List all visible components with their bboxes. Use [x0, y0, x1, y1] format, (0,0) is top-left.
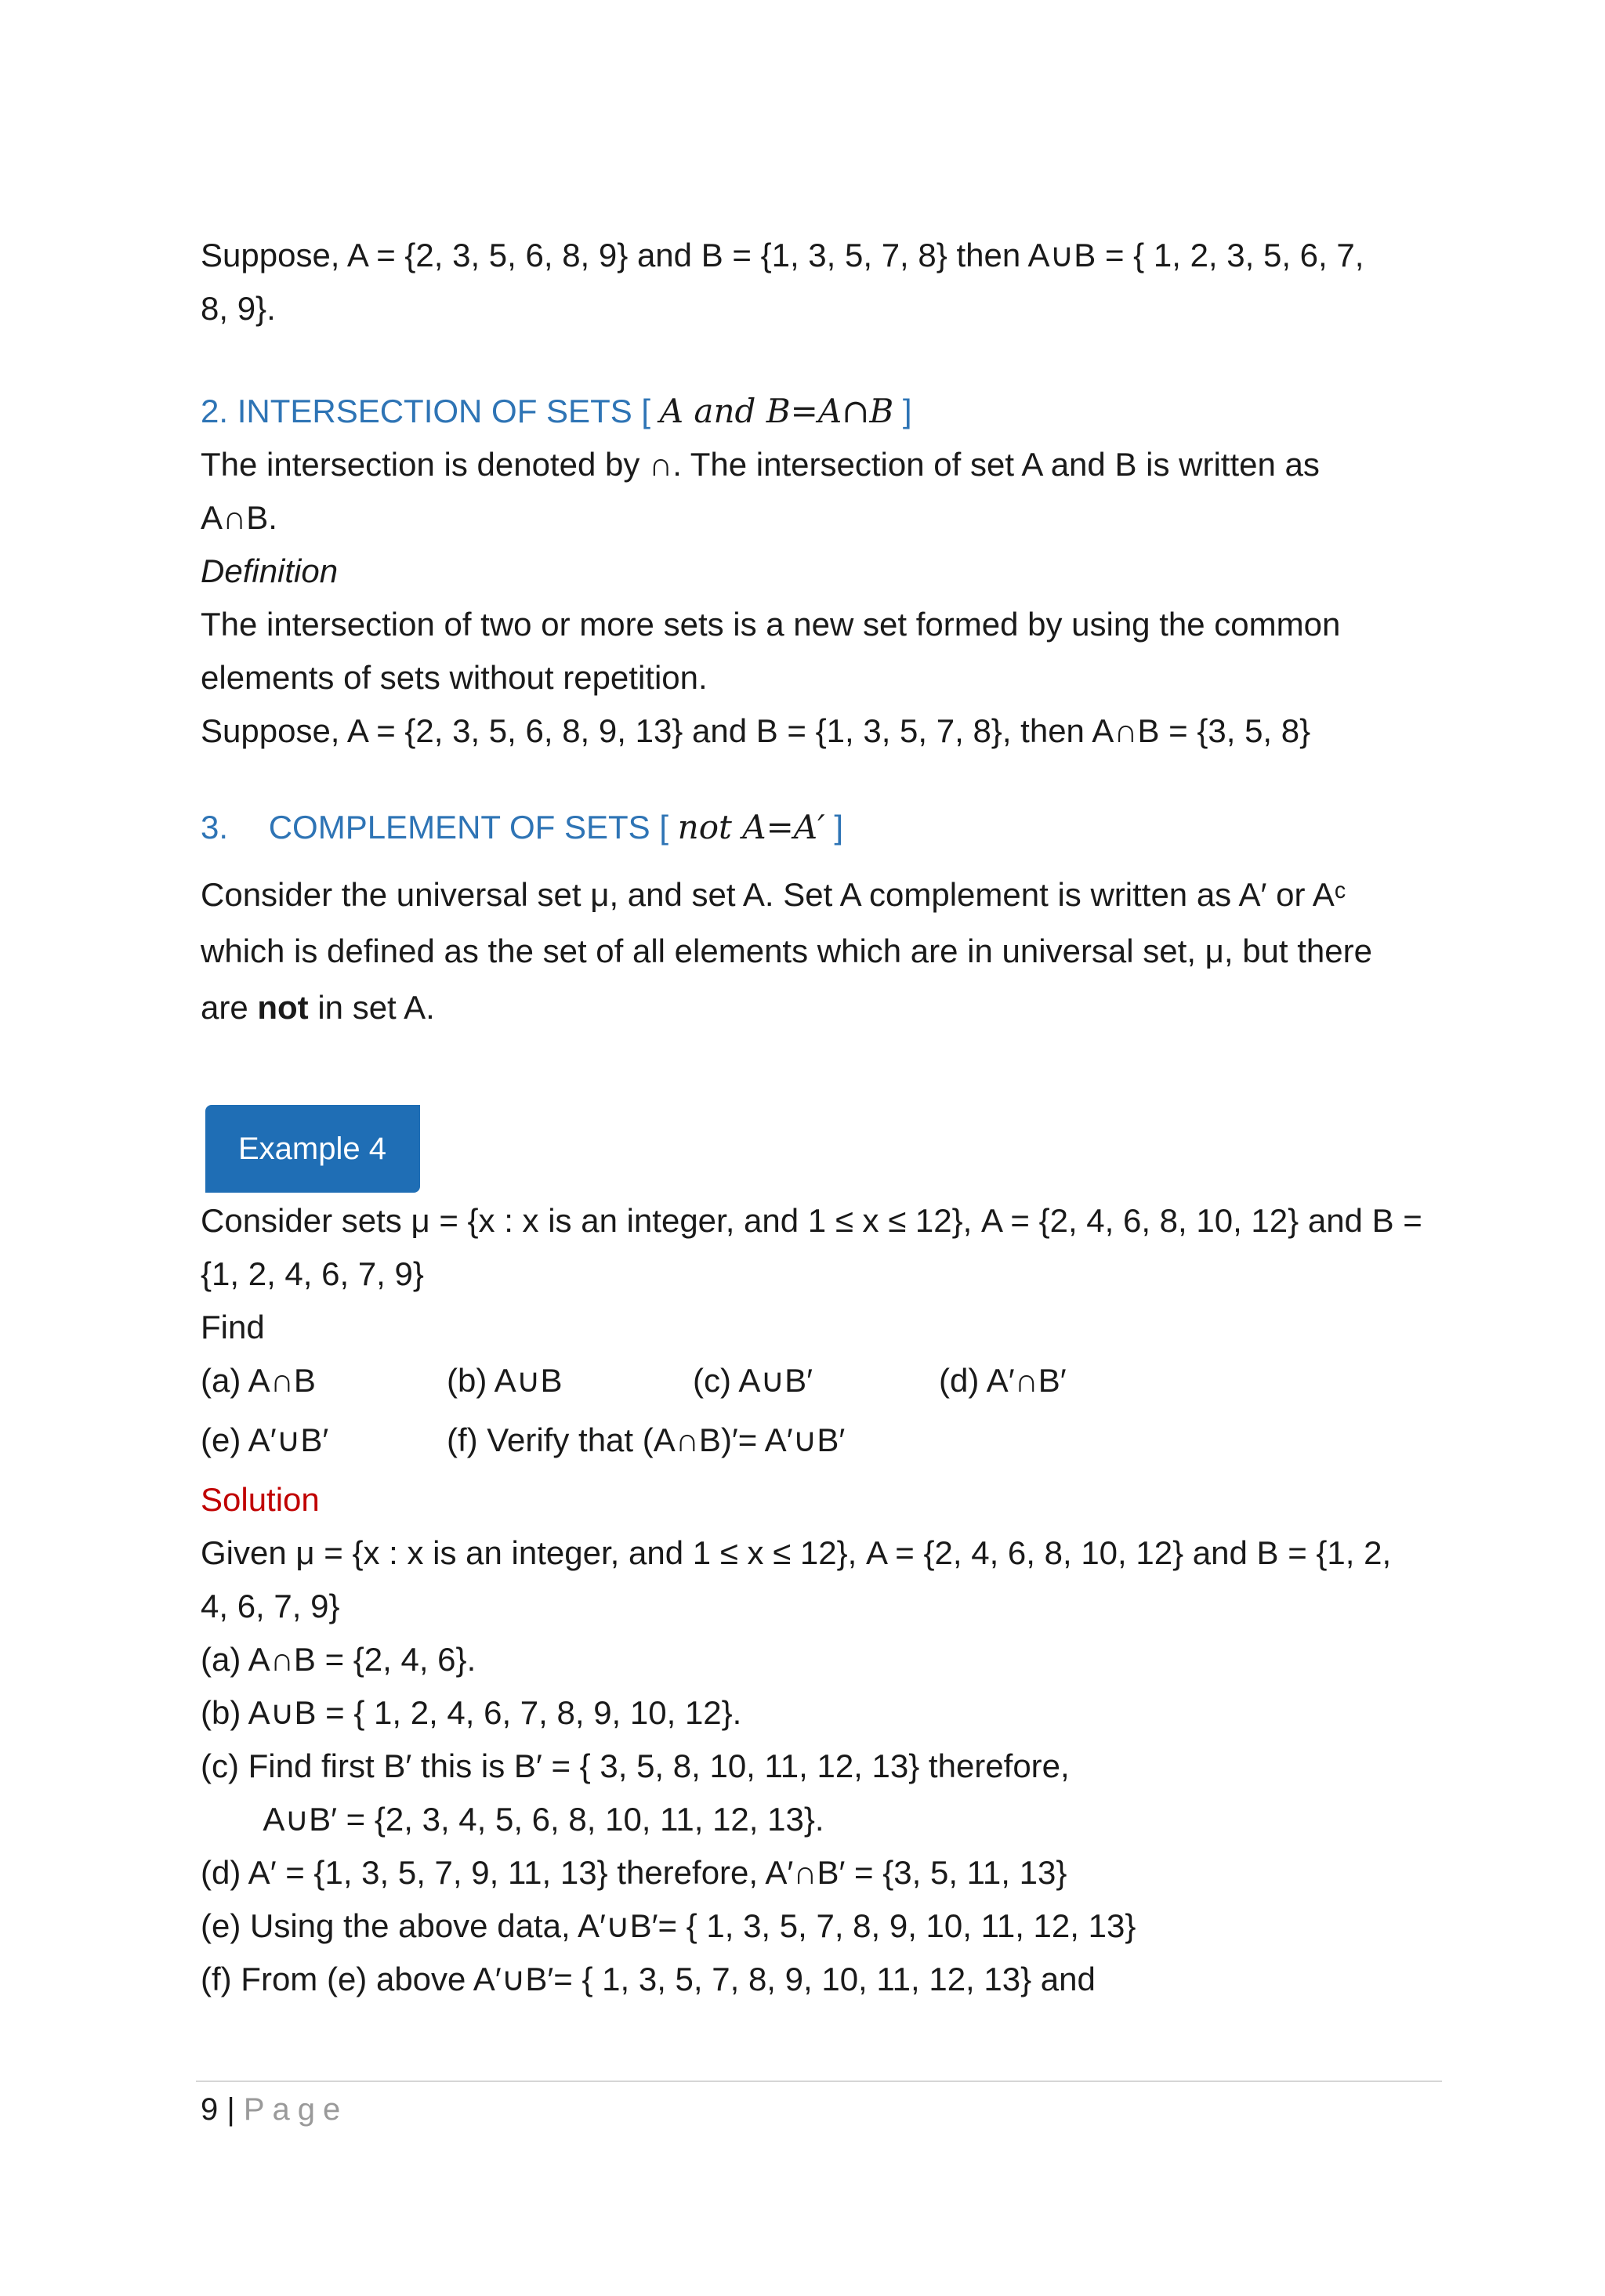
- union-example-line-1: Suppose, A = {2, 3, 5, 6, 8, 9} and B = {1, 3, 5, 7, 8} then A∪B = { 1, 2, 3, 5, 6, 7,: [201, 237, 1364, 273]
- complement-heading: [201, 801, 1439, 854]
- definition-line-1: The intersection of two or more sets is a new set formed by using the common: [201, 606, 1341, 643]
- complement-line-2: which is defined as the set of all elements which are in universal set, μ, but there: [201, 933, 1372, 969]
- example-question: [201, 1194, 1439, 2006]
- complement-heading-number: 3.: [201, 809, 229, 846]
- answer-e: (e) Using the above data, A′∪B′= { 1, 3, 5, 7, 8, 9, 10, 11, 12, 13}: [201, 1907, 1136, 1944]
- parts-row-2: [201, 1414, 1439, 1473]
- part-f: (f) Verify that (A∩B)′= A′∪B′: [447, 1421, 846, 1458]
- answer-b: (b) A∪B = { 1, 2, 4, 6, 7, 8, 9, 10, 12}.: [201, 1694, 742, 1731]
- page-label: Page: [243, 2092, 349, 2127]
- part-d: (d) A′∩B′: [939, 1362, 1067, 1399]
- complement-section: [201, 801, 1439, 854]
- intersection-heading: [201, 385, 1439, 438]
- complement-heading-close: ]: [834, 809, 843, 846]
- parts-row-1: [201, 1354, 1439, 1414]
- answer-c-continued: A∪B′ = {2, 3, 4, 5, 6, 8, 10, 11, 12, 13}.: [201, 1801, 824, 1838]
- intersection-intro-line-2: A∩B.: [201, 499, 277, 536]
- intersection-example: Suppose, A = {2, 3, 5, 6, 8, 9, 13} and B = {1, 3, 5, 7, 8}, then A∩B = {3, 5, 8}: [201, 712, 1311, 749]
- complement-body: [201, 867, 1439, 1036]
- intersection-intro-line-1: The intersection is denoted by ∩. The intersection of set A and B is written as: [201, 446, 1320, 483]
- part-c: (c) A∪B′: [693, 1362, 813, 1399]
- complement-line-3-bold: not: [257, 989, 309, 1026]
- part-a: (a) A∩B: [201, 1362, 316, 1399]
- complement-line-3-post: in set A.: [308, 989, 435, 1026]
- footer-rule: [196, 2081, 1442, 2082]
- question-line-1: Consider sets μ = {x : x is an integer, and 1 ≤ x ≤ 12}, A = {2, 4, 6, 8, 10, 12} and B =: [201, 1202, 1422, 1239]
- union-example-line-2: 8, 9}.: [201, 290, 276, 327]
- example-badge: Example 4: [205, 1105, 420, 1193]
- definition-label: Definition: [201, 552, 339, 589]
- intersection-heading-text: 2. INTERSECTION OF SETS [: [201, 393, 651, 429]
- complement-heading-text: COMPLEMENT OF SETS [: [268, 809, 668, 846]
- find-label: Find: [201, 1309, 265, 1345]
- answer-c: (c) Find first B′ this is B′ = { 3, 5, 8, 10, 11, 12, 13} therefore,: [201, 1747, 1070, 1784]
- part-b: (b) A∪B: [447, 1362, 563, 1399]
- intersection-heading-math: A and B=A∩B: [659, 392, 894, 430]
- solution-label: Solution: [201, 1481, 320, 1518]
- given-line-1: Given μ = {x : x is an integer, and 1 ≤ x ≤ 12}, A = {2, 4, 6, 8, 10, 12} and B = {1, 2,: [201, 1534, 1392, 1571]
- page-footer: [201, 2086, 348, 2133]
- answer-f: (f) From (e) above A′∪B′= { 1, 3, 5, 7, 8, 9, 10, 11, 12, 13} and: [201, 1961, 1096, 1997]
- intersection-heading-close: ]: [902, 393, 912, 429]
- question-line-2: {1, 2, 4, 6, 7, 9}: [201, 1255, 424, 1292]
- part-e: (e) A′∪B′: [201, 1421, 329, 1458]
- complement-heading-math: not A=A′: [677, 808, 825, 846]
- answer-a: (a) A∩B = {2, 4, 6}.: [201, 1641, 476, 1678]
- union-example: [201, 229, 1439, 335]
- given-line-2: 4, 6, 7, 9}: [201, 1588, 340, 1624]
- answer-d: (d) A′ = {1, 3, 5, 7, 9, 11, 13} therefore, A′∩B′ = {3, 5, 11, 13}: [201, 1854, 1067, 1891]
- intersection-section: [201, 385, 1439, 758]
- complement-line-1: Consider the universal set μ, and set A. Set A complement is written as A′ or Aᶜ: [201, 876, 1346, 913]
- footer-separator: |: [218, 2092, 244, 2127]
- complement-line-3: [201, 980, 1439, 1036]
- definition-line-2: elements of sets without repetition.: [201, 659, 708, 696]
- complement-line-3-pre: are: [201, 989, 258, 1026]
- page-number: 9: [201, 2092, 219, 2127]
